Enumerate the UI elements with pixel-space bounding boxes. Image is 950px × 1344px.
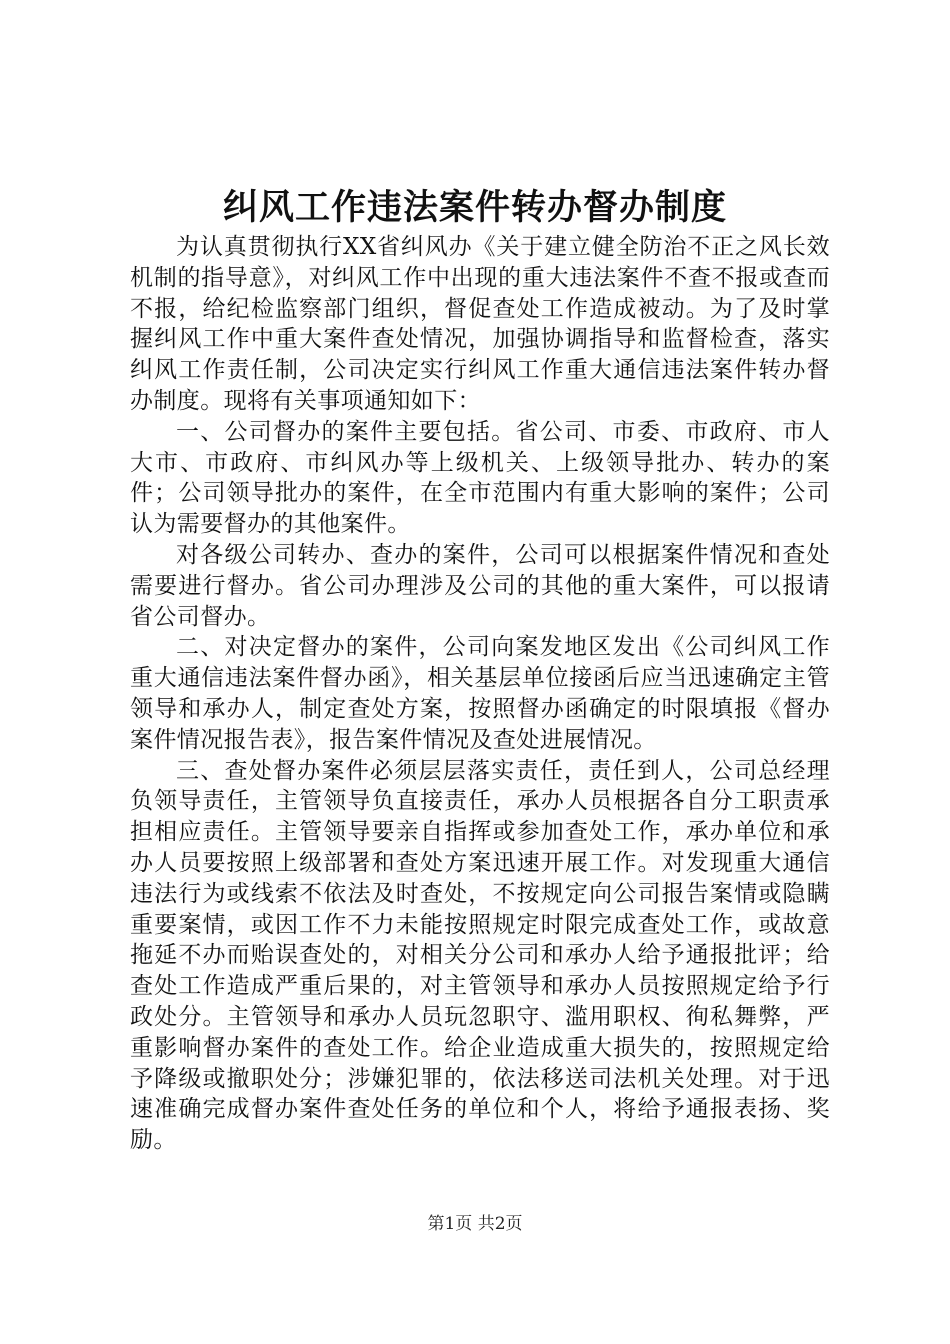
paragraph-section-three: 三、查处督办案件必须层层落实责任，责任到人，公司总经理负领导责任，主管领导负直接责任，承办人员根据各自分工职责承担相应责任。主管领导要亲自指挥或参加查处工作，承办单位和承办人员要按照上级部署和查处方案迅速开展工作。对发现重大通信违法行为或线索不依法及时查处，不按规定向公司报告案情或隐瞒重要案情，或因工作不力未能按照规定时限完成查处工作，或故意拖延不办而贻误查处的，对相关分公司和承办人给予通报批评；给查处工作造成严重后果的，对主管领导和承办人员按照规定给予行政处分。主管领导和承办人员玩忽职守、滥用职权、徇私舞弊，严重影响督办案件的查处工作。给企业造成重大损失的，按照规定给予降级或撤职处分；涉嫌犯罪的，依法移送司法机关处理。对于迅速准确完成督办案件查处任务的单位和个人，将给予通报表扬、奖励。	[130, 757, 830, 1154]
document-title: 纠风工作违法案件转办督办制度	[222, 188, 727, 228]
paragraph-section-one: 一、公司督办的案件主要包括。省公司、市委、市政府、市人大市、市政府、市纠风办等上级机关、上级领导批办、转办的案件；公司领导批办的案件，在全市范围内有重大影响的案件；公司认为需要督办的其他案件。	[130, 418, 830, 538]
paragraph-intro: 为认真贯彻执行XX省纠风办《关于建立健全防治不正之风长效机制的指导意》，对纠风工作中出现的重大违法案件不查不报或查而不报，给纪检监察部门组织，督促查处工作造成被动。为了及时掌握纠风工作中重大案件查处情况，加强协调指导和监督检查，落实纠风工作责任制，公司决定实行纠风工作重大通信违法案件转办督办制度。现将有关事项通知如下：	[130, 234, 830, 414]
document-body	[130, 232, 830, 1156]
paragraph-section-one-supplement: 对各级公司转办、查办的案件，公司可以根据案件情况和查处需要进行督办。省公司办理涉及公司的其他的重大案件，可以报请省公司督办。	[130, 541, 830, 630]
paragraph-section-two: 二、对决定督办的案件，公司向案发地区发出《公司纠风工作重大通信违法案件督办函》，相关基层单位接函后应当迅速确定主管领导和承办人，制定查处方案，按照督办函确定的时限填报《督办案件情况报告表》，报告案件情况及查处进展情况。	[130, 634, 830, 753]
page-number-footer: 第1页 共2页	[427, 1214, 523, 1234]
